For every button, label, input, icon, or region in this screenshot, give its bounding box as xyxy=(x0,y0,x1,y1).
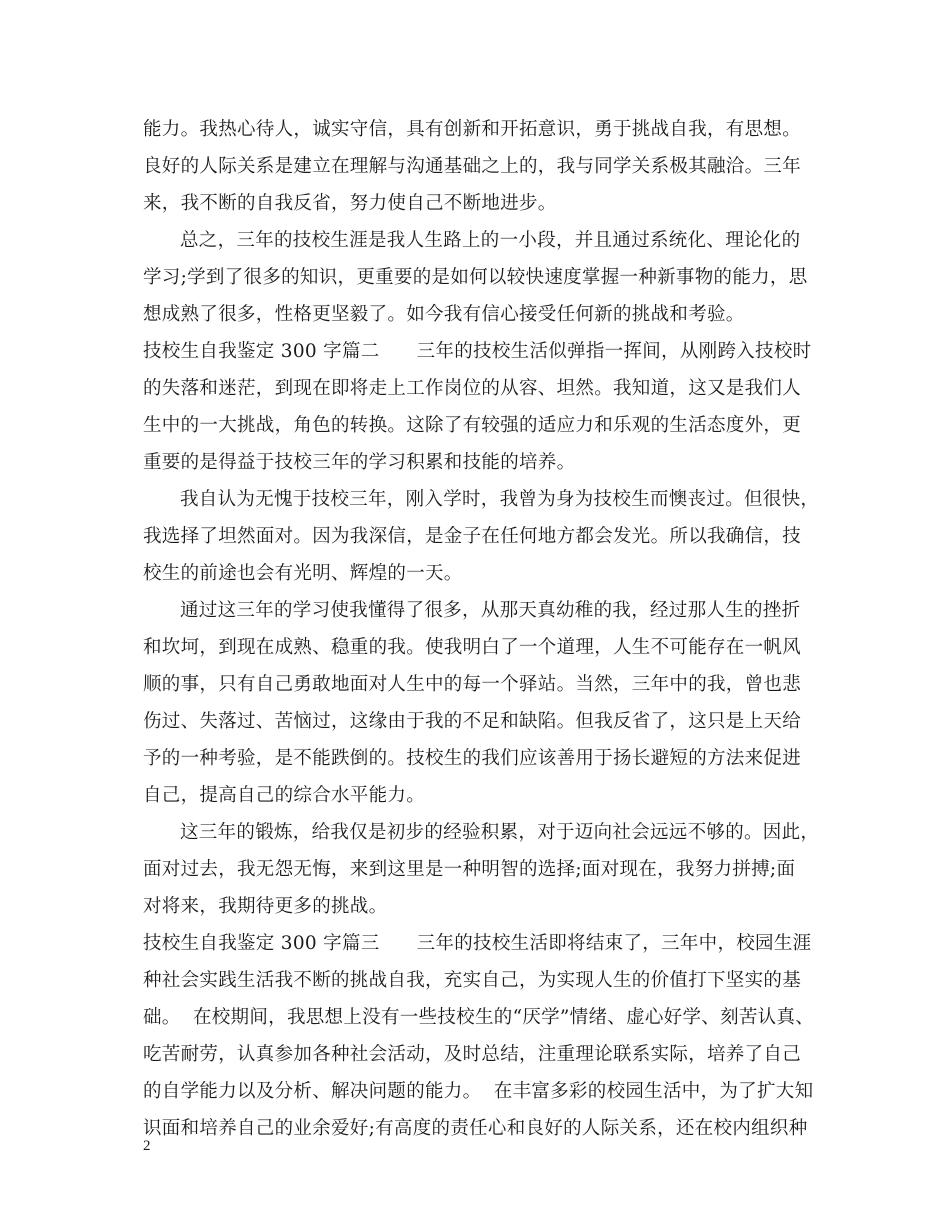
text-line: 校生的前途也会有光明、辉煌的一天。 xyxy=(143,563,463,584)
text-line: 想成熟了很多，性格更坚毅了。如今我有信心接受任何新的挑战和考验。 xyxy=(143,304,745,325)
text-line: 能力。我热心待人，诚实守信，具有创新和开拓意识，勇于挑战自我，有思想。 xyxy=(143,119,802,140)
text-line: 这三年的锻炼，给我仅是初步的经验积累，对于迈向社会远远不够的。因此， xyxy=(180,822,820,843)
text-line: 伤过、失落过、苦恼过，这缘由于我的不足和缺陷。但我反省了，这只是上天给 xyxy=(143,711,802,732)
text-line: 面对过去，我无怨无悔，来到这里是一种明智的选择;面对现在，我努力拼搏;面 xyxy=(143,859,796,880)
text-line: 自己，提高自己的综合水平能力。 xyxy=(143,785,426,806)
text-line: 的自学能力以及分析、解决问题的能力。 在丰富多彩的校园生活中，为了扩大知 xyxy=(143,1081,814,1102)
text-line: 通过这三年的学习使我懂得了很多，从那天真幼稚的我，经过那人生的挫折 xyxy=(180,600,801,621)
text-line: 和坎坷，到现在成熟、稳重的我。使我明白了一个道理，人生不可能存在一帆风 xyxy=(143,637,802,658)
text-line: 重要的是得益于技校三年的学习积累和技能的培养。 xyxy=(143,452,576,473)
text-line: 我自认为无愧于技校三年，刚入学时，我曾为身为技校生而懊丧过。但很快， xyxy=(180,489,820,510)
text-line: 总之，三年的技校生涯是我人生路上的一小段，并且通过系统化、理论化的 xyxy=(180,230,801,251)
text-line: 础。 在校期间，我思想上没有一些技校生的“厌学”情绪、虚心好学、刻苦认真、 xyxy=(143,1007,815,1028)
text-line: 顺的事，只有自己勇敢地面对人生中的每一个驿站。当然，三年中的我，曾也悲 xyxy=(143,674,802,695)
text-line: 对将来，我期待更多的挑战。 xyxy=(143,896,388,917)
text-line: 良好的人际关系是建立在理解与沟通基础之上的，我与同学关系极其融洽。三年 xyxy=(143,156,802,177)
text-line: 来，我不断的自我反省，努力使自己不断地进步。 xyxy=(143,193,557,214)
page-number: 2 xyxy=(143,1138,151,1154)
text-line: 识面和培养自己的业余爱好;有高度的责任心和良好的人际关系，还在校内组织种 xyxy=(143,1118,808,1139)
section-heading-line: 技校生自我鉴定 300 字篇二 三年的技校生活似弹指一挥间，从刚跨入技校时 xyxy=(143,341,812,362)
text-line: 学习;学到了很多的知识，更重要的是如何以较快速度掌握一种新事物的能力，思 xyxy=(143,267,808,288)
section-heading-line: 技校生自我鉴定 300 字篇三 三年的技校生活即将结束了，三年中，校园生涯 xyxy=(143,933,812,954)
text-line: 我选择了坦然面对。因为我深信，是金子在任何地方都会发光。所以我确信，技 xyxy=(143,526,802,547)
text-line: 的失落和迷茫，到现在即将走上工作岗位的从容、坦然。我知道，这又是我们人 xyxy=(143,378,802,399)
text-line: 吃苦耐劳，认真参加各种社会活动，及时总结，注重理论联系实际，培养了自己 xyxy=(143,1044,802,1065)
text-line: 种社会实践生活我不断的挑战自我，充实自己，为实现人生的价值打下坚实的基 xyxy=(143,970,802,991)
text-line: 予的一种考验，是不能跌倒的。技校生的我们应该善用于扬长避短的方法来促进 xyxy=(143,748,802,769)
text-line: 生中的一大挑战，角色的转换。这除了有较强的适应力和乐观的生活态度外，更 xyxy=(143,415,802,436)
